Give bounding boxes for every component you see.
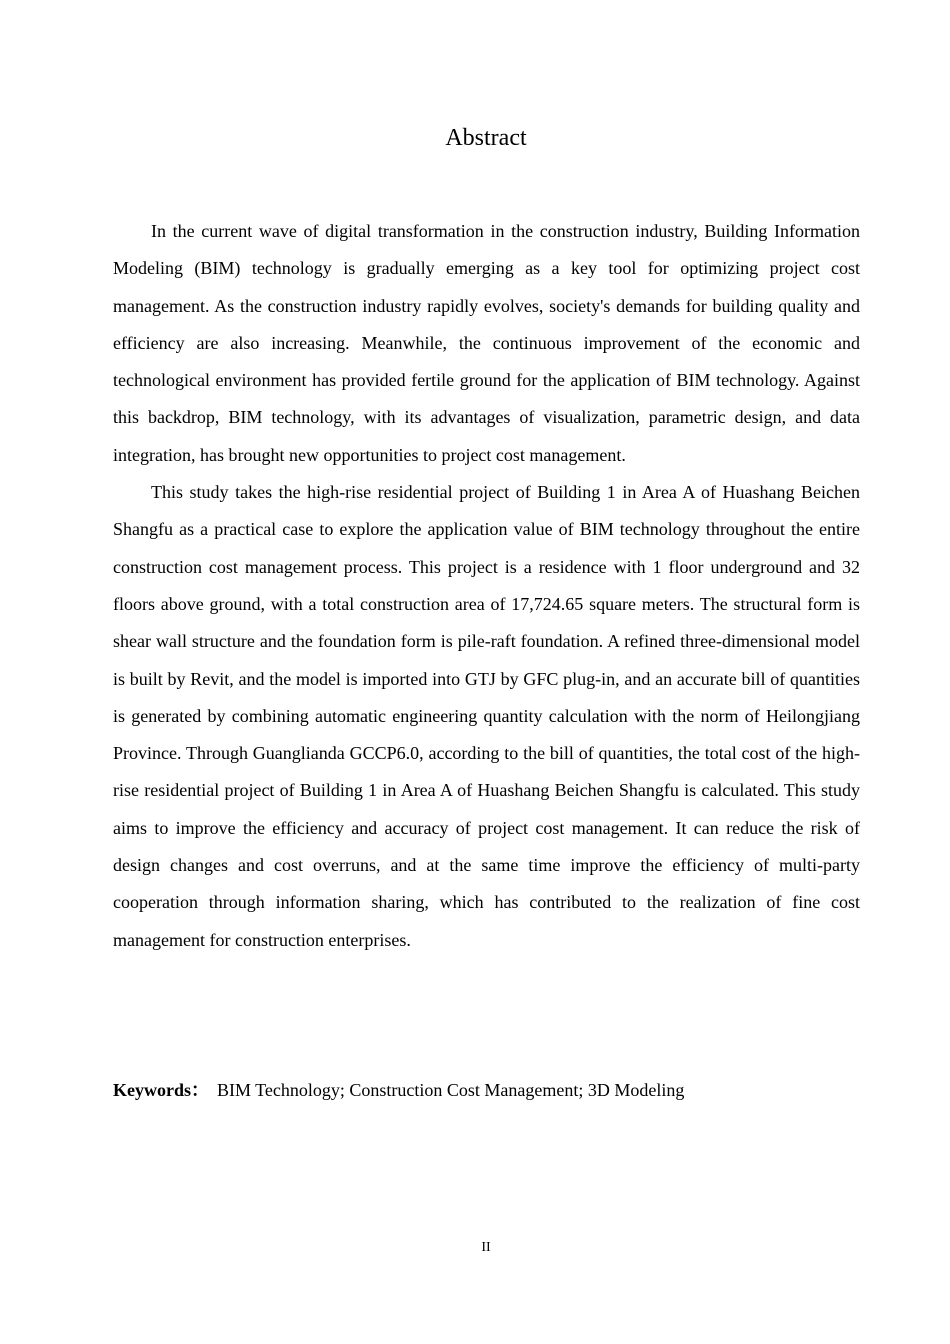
abstract-body xyxy=(113,213,860,959)
abstract-title: Abstract xyxy=(445,125,527,151)
keywords-label: Keywords xyxy=(113,1080,191,1100)
page-number: II xyxy=(481,1240,491,1255)
keywords-separator: ： xyxy=(191,1080,209,1100)
abstract-paragraph-2: This study takes the high-rise residential project of Building 1 in Area A of Huashang Beichen Shangfu as a practical case to explore the application value of BIM technology throughout the entire construction cost management process. This project is a residence with 1 floor underground and 32 floors above ground, with a total construction area of 17,724.65 square meters. The structural form is shear wall structure and the foundation form is pile-raft foundation. A refined three-dimensional model is built by Revit, and the model is imported into GTJ by GFC plug-in, and an accurate bill of quantities is generated by combining automatic engineering quantity calculation with the norm of Heilongjiang Province. Through Guanglianda GCCP6.0, according to the bill of quantities, the total cost of the high-rise residential project of Building 1 in Area A of Huashang Beichen Shangfu is calculated. This study aims to improve the efficiency and accuracy of project cost management. It can reduce the risk of design changes and cost overruns, and at the same time improve the efficiency of multi-party cooperation through information sharing, which has contributed to the realization of fine cost management for construction enterprises. xyxy=(113,482,860,950)
keywords-line xyxy=(113,1075,860,1105)
abstract-paragraph-1: In the current wave of digital transformation in the construction industry, Building Information Modeling (BIM) technology is gradually emerging as a key tool for optimizing project cost management. As the construction industry rapidly evolves, society's demands for building quality and efficiency are also increasing. Meanwhile, the continuous improvement of the economic and technological environment has provided fertile ground for the application of BIM technology. Against this backdrop, BIM technology, with its advantages of visualization, parametric design, and data integration, has brought new opportunities to project cost management. xyxy=(113,221,860,465)
keywords-text: BIM Technology; Construction Cost Management; 3D Modeling xyxy=(217,1080,685,1100)
